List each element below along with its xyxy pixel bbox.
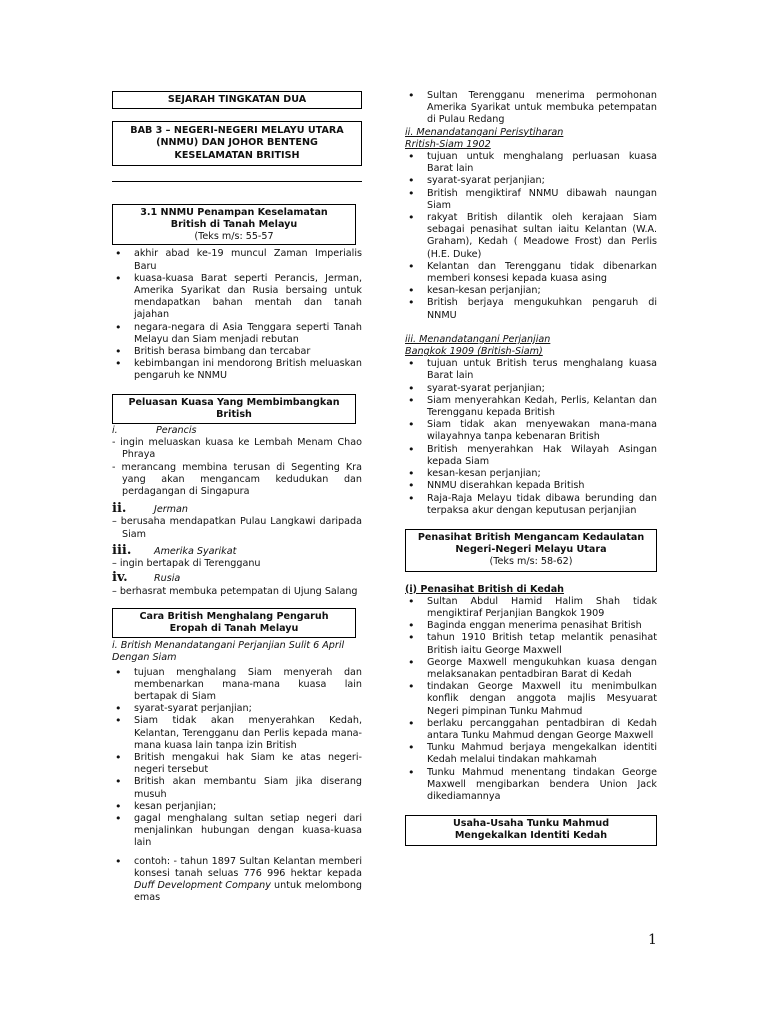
list-item: • Siam tidak akan menyerahkan Kedah, Kelantan, Terengganu dan Perlis kepada mana-mana kuasa lain tanpa izin British (112, 715, 362, 752)
page-number: 1 (648, 932, 657, 948)
section-title: Peluasan Kuasa Yang Membimbangkan British (128, 396, 340, 420)
roman-numeral: ii. (112, 501, 127, 517)
point-text: – berhasrat membuka petempatan di Ujung Salang (112, 585, 358, 597)
list-item: • Sultan Terengganu menerima permohonan Amerika Syarikat untuk membuka petempatan di Pulau Redang (405, 90, 657, 127)
list-item: • tahun 1910 British tetap melantik penasihat British iaitu George Maxwell (405, 632, 657, 656)
list-item: • tindakan George Maxwell itu menimbulkan konflik dengan anggota majlis Mesyuarat Negeri pimpinan Tunku Mahmud (405, 681, 657, 718)
section-title: Usaha-Usaha Tunku Mahmud Mengekalkan Identiti Kedah (452, 818, 610, 842)
list-item: • British menyerahkan Hak Wilayah Asingan kepada Siam (405, 444, 657, 468)
list-item: • Siam menyerahkan Kedah, Perlis, Kelantan dan Terengganu kepada British (405, 395, 657, 419)
list-item: • Raja-Raja Melayu tidak dibawa berunding dan terpaksa akur dengan keputusan perjanjian (405, 493, 657, 517)
country-name: Jerman (154, 504, 188, 516)
list-item: • syarat-syarat perjanjian; (112, 703, 362, 715)
list-item: • NNMU diserahkan kepada British (405, 480, 657, 492)
left-column (112, 88, 362, 904)
kedah-list (405, 596, 657, 803)
iii-list (405, 358, 657, 517)
list-item: • British akan membantu Siam jika diserang musuh (112, 776, 362, 800)
list-item: • syarat-syarat perjanjian; (405, 383, 657, 395)
section-pages: (Teks m/s: 55-57 (194, 231, 274, 243)
point-text: - merancang membina terusan di Segenting Kra yang akan mengancam kedudukan dan perdagangan di Singapura (112, 461, 362, 498)
list-item: • Baginda enggan menerima penasihat British (405, 620, 657, 632)
penasihat-box (405, 529, 657, 572)
list-item: • British mengiktiraf NNMU dibawah naungan Siam (405, 188, 657, 212)
chapter-title: BAB 3 – NEGERI-NEGERI MELAYU UTARA (NNMU) DAN JOHOR BENTENG KESELAMATAN BRITISH (130, 125, 344, 161)
section-title: 3.1 NNMU Penampan Keselamatan British di Tanah Melayu (140, 206, 328, 231)
divider (112, 181, 362, 182)
top-list (405, 90, 657, 127)
rusia-block (112, 572, 362, 597)
subhead-ii: ii. Menandatangani Perisytiharan Rritish-Siam 1902 (405, 126, 564, 150)
subhead-iii: iii. Menandatangani Perjanjian Bangkok 1909 (British-Siam) (405, 333, 551, 358)
jerman-block (112, 503, 362, 541)
list-item: • tujuan untuk British terus menghalang kuasa Barat lain (405, 358, 657, 382)
contoh-text: contoh: - tahun 1897 Sultan Kelantan memberi konsesi tanah seluas 776 996 hektar kepada (134, 855, 362, 879)
right-column (405, 88, 657, 846)
list-item: • rakyat British dilantik oleh kerajaan Siam sebagai penasihat sultan iaitu Kelantan (W.A. Graham), Kedah ( Meadowe Frost) dan Perlis (H.E. Duke) (405, 212, 657, 261)
section-3-1-list (112, 248, 362, 382)
point-text: – berusaha mendapatkan Pulau Langkawi daripada Siam (112, 516, 362, 540)
list-item: • kebimbangan ini mendorong British meluaskan pengaruh ke NNMU (112, 358, 362, 382)
list-item: • British mengakui hak Siam ke atas negeri-negeri tersebut (112, 752, 362, 776)
list-item: • tujuan untuk menghalang perluasan kuasa Barat lain (405, 151, 657, 175)
country-name: Amerika Syarikat (154, 545, 237, 557)
list-item: • akhir abad ke-19 muncul Zaman Imperialis Baru (112, 248, 362, 272)
contoh-text-end: untuk melombong emas (134, 879, 363, 904)
title-text: SEJARAH TINGKATAN DUA (167, 94, 307, 105)
point-text: – ingin bertapak di Terengganu (112, 558, 261, 570)
list-item: • berlaku percanggahan pentadbiran di Kedah antara Tunku Mahmud dengan George Maxwell (405, 718, 657, 742)
usaha-box (405, 815, 657, 845)
cara-box (112, 608, 356, 638)
list-item: • George Maxwell mengukuhkan kuasa dengan melaksanakan pentadbiran Barat di Kedah (405, 657, 657, 681)
section-title: Penasihat British Mengancam Kedaulatan Negeri-Negeri Melayu Utara (417, 531, 645, 556)
list-item: • British berasa bimbang dan tercabar (112, 346, 362, 358)
section-3-1-box (112, 204, 356, 246)
country-name: Rusia (154, 573, 181, 585)
amerika-block (112, 542, 362, 570)
peluasan-box (112, 394, 356, 424)
chapter-box (112, 121, 362, 166)
list-item-contoh (112, 856, 362, 905)
point-text: - ingin meluaskan kuasa ke Lembah Menam Chao Phraya (112, 437, 362, 461)
title-box (112, 91, 362, 109)
list-item: • kuasa-kuasa Barat seperti Perancis, Jerman, Amerika Syarikat dan Rusia bersaing untuk mendapatkan bahan mentah dan tanah jajahan (112, 273, 362, 322)
list-item: • kesan-kesan perjanjian; (405, 285, 657, 297)
list-item: • syarat-syarat perjanjian; (405, 175, 657, 187)
roman-numeral: iv. (112, 570, 128, 586)
section-title: Cara British Menghalang Pengaruh Eropah di Tanah Melayu (139, 610, 329, 634)
list-item: • kesan perjanjian; (112, 801, 362, 813)
list-item: • British berjaya mengukuhkan pengaruh di NNMU (405, 297, 657, 321)
list-item: • tujuan menghalang Siam menyerah dan membenarkan mana-mana kuasa lain bertapak di Siam (112, 667, 362, 704)
ii-list (405, 151, 657, 322)
roman-numeral: i. (112, 425, 118, 437)
list-item: • negara-negara di Asia Tenggara seperti Tanah Melayu dan Siam menjadi rebutan (112, 322, 362, 346)
roman-numeral: iii. (112, 542, 132, 558)
list-item: • kesan-kesan perjanjian; (405, 468, 657, 480)
country-name: Perancis (156, 425, 197, 437)
section-pages: (Teks m/s: 58-62) (489, 556, 573, 568)
list-item: • Tunku Mahmud berjaya mengekalkan identiti Kedah melalui tindakan mahkamah (405, 742, 657, 766)
list-item: • Tunku Mahmud menentang tindakan George Maxwell mengibarkan bendera Union Jack dikediamannya (405, 767, 657, 804)
list-item: • Sultan Abdul Hamid Halim Shah tidak mengiktiraf Perjanjian Bangkok 1909 (405, 596, 657, 620)
cara-list (112, 667, 362, 905)
perancis-block (112, 425, 362, 498)
list-item: • Siam tidak akan menyewakan mana-mana wilayahnya tanpa kebenaran British (405, 419, 657, 443)
company-name: Duff Development Company (134, 879, 271, 891)
list-item: • gagal menghalang sultan setiap negeri dari menjalinkan hubungan dengan kuasa-kuasa lain (112, 813, 362, 850)
cara-subhead: i. British Menandatangani Perjanjian Sulit 6 April Dengan Siam (112, 640, 345, 664)
list-item: • Kelantan dan Terengganu tidak dibenarkan memberi konsesi kepada kuasa asing (405, 261, 657, 285)
kedah-heading: (i) Penasihat British di Kedah (405, 583, 564, 595)
